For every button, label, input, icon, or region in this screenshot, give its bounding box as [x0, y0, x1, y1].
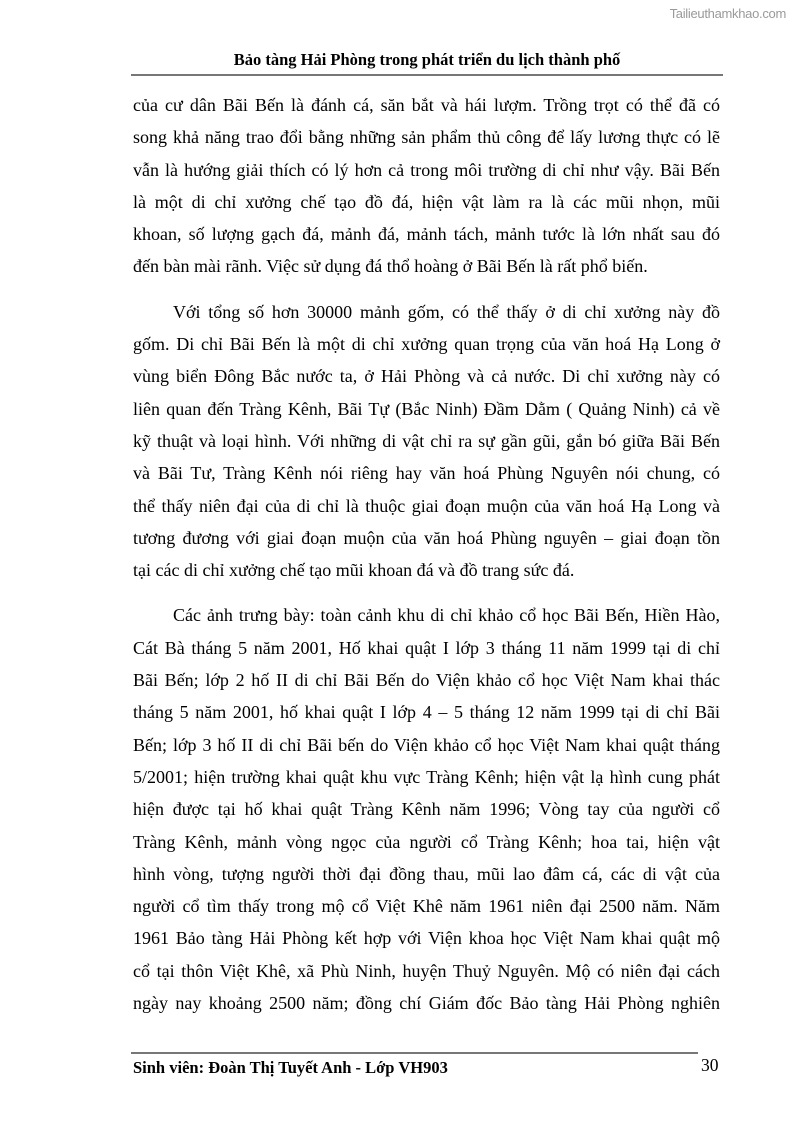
- text-line: gốm. Di chỉ Bãi Bến là một di chỉ xưởng quan trọng của văn hoá Hạ Long ở: [133, 334, 720, 355]
- text-line: liên quan đến Tràng Kênh, Bãi Tự (Bắc Ninh) Đầm Dằm ( Quảng Ninh) cả về: [133, 398, 720, 419]
- document-body: [133, 91, 720, 1034]
- footer-author: Sinh viên: Đoàn Thị Tuyết Anh - Lớp VH903: [133, 1058, 448, 1077]
- text-line: vẫn là hướng giải thích có lý hơn cả trong môi trường di chỉ như vậy. Bãi Bến: [133, 159, 720, 180]
- paragraph: [133, 91, 720, 285]
- text-line: Các ảnh trưng bày: toàn cảnh khu di chỉ khảo cổ học Bãi Bến, Hiền Hào,: [173, 605, 720, 626]
- watermark: Tailieuthamkhao.com: [669, 6, 786, 21]
- text-line: hình vòng, tượng người thời đại đồng thau, mũi lao đâm cá, các di vật của: [133, 863, 720, 884]
- footer-divider: [131, 1052, 698, 1054]
- text-line: Bãi Bến; lớp 2 hố II di chỉ Bãi Bến do Viện khảo cổ học Việt Nam khai thác: [133, 670, 720, 691]
- text-line: 1961 Bảo tàng Hải Phòng kết hợp với Viện khoa học Việt Nam khai quật mộ: [133, 928, 720, 949]
- text-line: vùng biển Đông Bắc nước ta, ở Hải Phòng và cả nước. Di chỉ xưởng này có: [133, 366, 720, 387]
- text-line: người cổ tìm thấy trong mộ cổ Việt Khê năm 1961 niên đại 2500 năm. Năm: [133, 896, 720, 917]
- text-line: của cư dân Bãi Bến là đánh cá, săn bắt và hái lượm. Trồng trọt có thể đã có: [133, 95, 720, 115]
- text-line: và Bãi Tư, Tràng Kênh nói riêng hay văn hoá Phùng Nguyên nói chung, có: [133, 463, 720, 484]
- text-line: Bến; lớp 3 hố II di chỉ Bãi bến do Viện khảo cổ học Việt Nam khai quật tháng: [133, 734, 720, 755]
- text-line: là một di chỉ xưởng chế tạo đồ đá, hiện vật làm ra là các mũi nhọn, mũi: [133, 191, 720, 212]
- text-line: Tràng Kênh, mảnh vòng ngọc của người cổ Tràng Kênh; hoa tai, hiện vật: [133, 831, 720, 852]
- header-divider: [131, 74, 723, 76]
- text-line: ngày nay khoảng 2500 năm; đồng chí Giám đốc Bảo tàng Hải Phòng nghiên: [133, 993, 720, 1014]
- text-line: cổ tại thôn Việt Khê, xã Phù Ninh, huyện Thuỷ Nguyên. Mộ có niên đại cách: [133, 960, 720, 981]
- text-line: song khả năng trao đổi bằng những sản phẩm thủ công để lấy lương thực có lẽ: [133, 127, 720, 148]
- text-line: khoan, số lượng gạch đá, mảnh đá, mảnh tách, mảnh tước là lớn nhất sau đó: [133, 224, 720, 245]
- text-line: đến bàn mài rãnh. Việc sử dụng đá thổ hoàng ở Bãi Bến là rất phổ biến.: [133, 256, 648, 277]
- text-line: kỹ thuật và loại hình. Với những di vật chỉ ra sự gần gũi, gắn bó giữa Bãi Bến: [133, 430, 720, 451]
- page-number: 30: [701, 1055, 719, 1075]
- text-line: 5/2001; hiện trường khai quật khu vực Tràng Kênh; hiện vật lạ hình cung phát: [133, 766, 720, 787]
- text-line: tháng 5 năm 2001, hố khai quật I lớp 4 – 5 tháng 12 năm 1999 tại di chỉ Bãi: [133, 702, 720, 723]
- text-line: tại các di chỉ xưởng chế tạo mũi khoan đá và đồ trang sức đá.: [133, 560, 575, 581]
- text-line: Với tổng số hơn 30000 mảnh gốm, có thể thấy ở di chỉ xưởng này đồ: [173, 301, 720, 322]
- paragraph: [133, 298, 720, 589]
- text-line: tương đương với giai đoạn muộn của văn hoá Phùng nguyên – giai đoạn tồn: [133, 527, 720, 548]
- text-line: hiện được tại hố khai quật Tràng Kênh năm 1996; Vòng tay của người cổ: [133, 799, 720, 820]
- paragraph: [133, 601, 720, 1021]
- running-header: Bảo tàng Hải Phòng trong phát triển du lịch thành phố: [233, 50, 621, 69]
- text-line: Cát Bà tháng 5 năm 2001, Hố khai quật I lớp 3 tháng 11 năm 1999 tại di chỉ: [133, 637, 720, 658]
- text-line: thể thấy niên đại của di chỉ là thuộc giai đoạn muộn của văn hoá Hạ Long và: [133, 495, 720, 516]
